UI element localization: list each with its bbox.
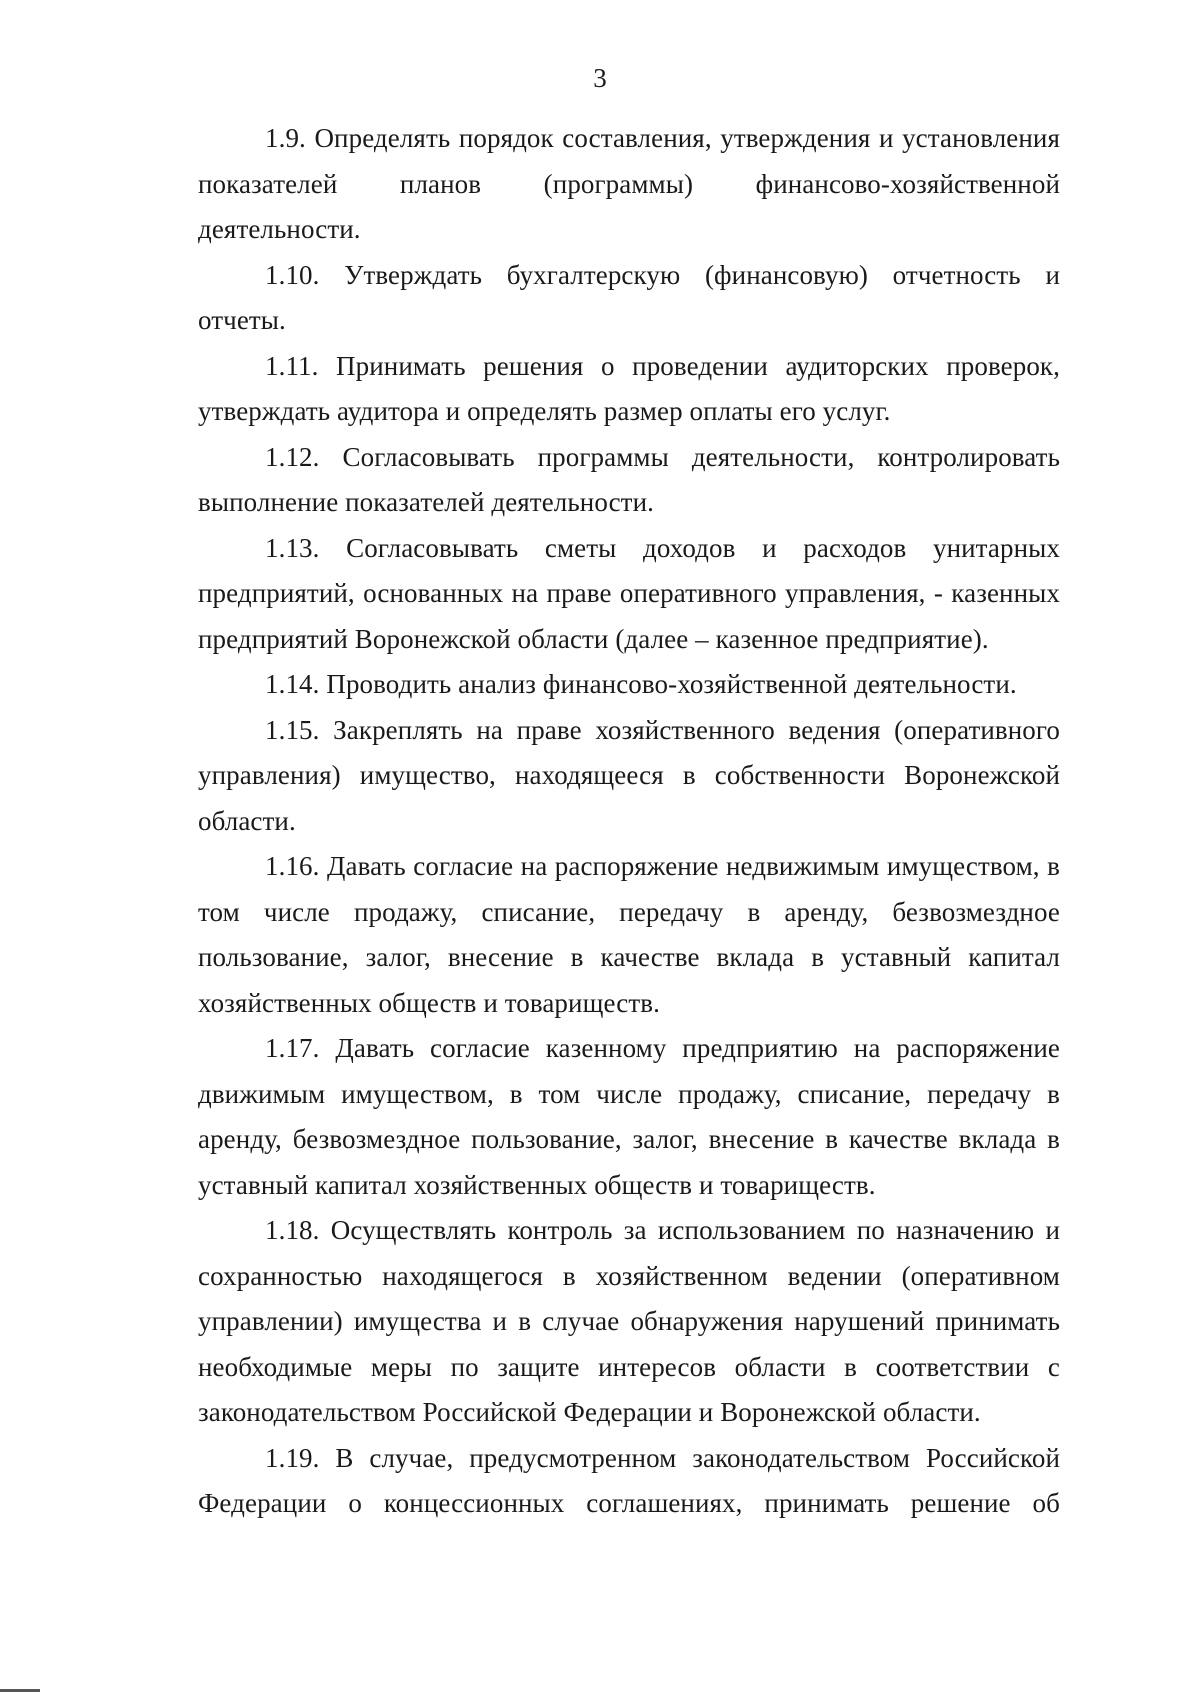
page-number: 3	[593, 63, 607, 93]
paragraph-1-14: 1.14. Проводить анализ финансово-хозяйственной деятельности.	[265, 669, 1017, 699]
document-body	[198, 116, 1060, 1527]
paragraph-1-12: 1.12. Согласовывать программы деятельности, контролировать выполнение показателей деятельности.	[198, 441, 1060, 517]
paragraph-1-9: 1.9. Определять порядок составления, утверждения и установления показателей планов (программы) финансово-хозяйственной деятельности.	[198, 123, 1060, 244]
paragraph-1-13: 1.13. Согласовывать сметы доходов и расходов унитарных предприятий, основанных на праве оперативного управления, - казенных предприятий Воронежской области (далее – казенное предприятие).	[198, 532, 1060, 654]
paragraph-1-11: 1.11. Принимать решения о проведении аудиторских проверок, утверждать аудитора и определять размер оплаты его услуг.	[198, 350, 1060, 426]
paragraph-1-17: 1.17. Давать согласие казенному предприятию на распоряжение движимым имуществом, в том числе продажу, списание, передачу в аренду, безвозмездное пользование, залог, внесение в качестве вклада в уставный капитал хозяйственных обществ и товариществ.	[198, 1033, 1060, 1200]
paragraph-1-19: 1.19. В случае, предусмотренном законодательством Российской Федерации о концессионных соглашениях, принимать решение об	[198, 1442, 1060, 1518]
paragraph-1-18: 1.18. Осуществлять контроль за использованием по назначению и сохранностью находящегося в хозяйственном ведении (оперативном управлении) имущества и в случае обнаружения нарушений принимать необходимые меры по защите интересов области в соответствии с законодательством Российской Федерации и Воронежской области.	[198, 1215, 1060, 1427]
paragraph-1-16: 1.16. Давать согласие на распоряжение недвижимым имуществом, в том числе продажу, списание, передачу в аренду, безвозмездное пользование, залог, внесение в качестве вклада в уставный капитал хозяйственных обществ и товариществ.	[198, 851, 1060, 1018]
paragraph-1-10: 1.10. Утверждать бухгалтерскую (финансовую) отчетность и отчеты.	[198, 259, 1060, 335]
paragraph-1-15: 1.15. Закреплять на праве хозяйственного ведения (оперативного управления) имущество, находящееся в собственности Воронежской области.	[198, 714, 1060, 836]
